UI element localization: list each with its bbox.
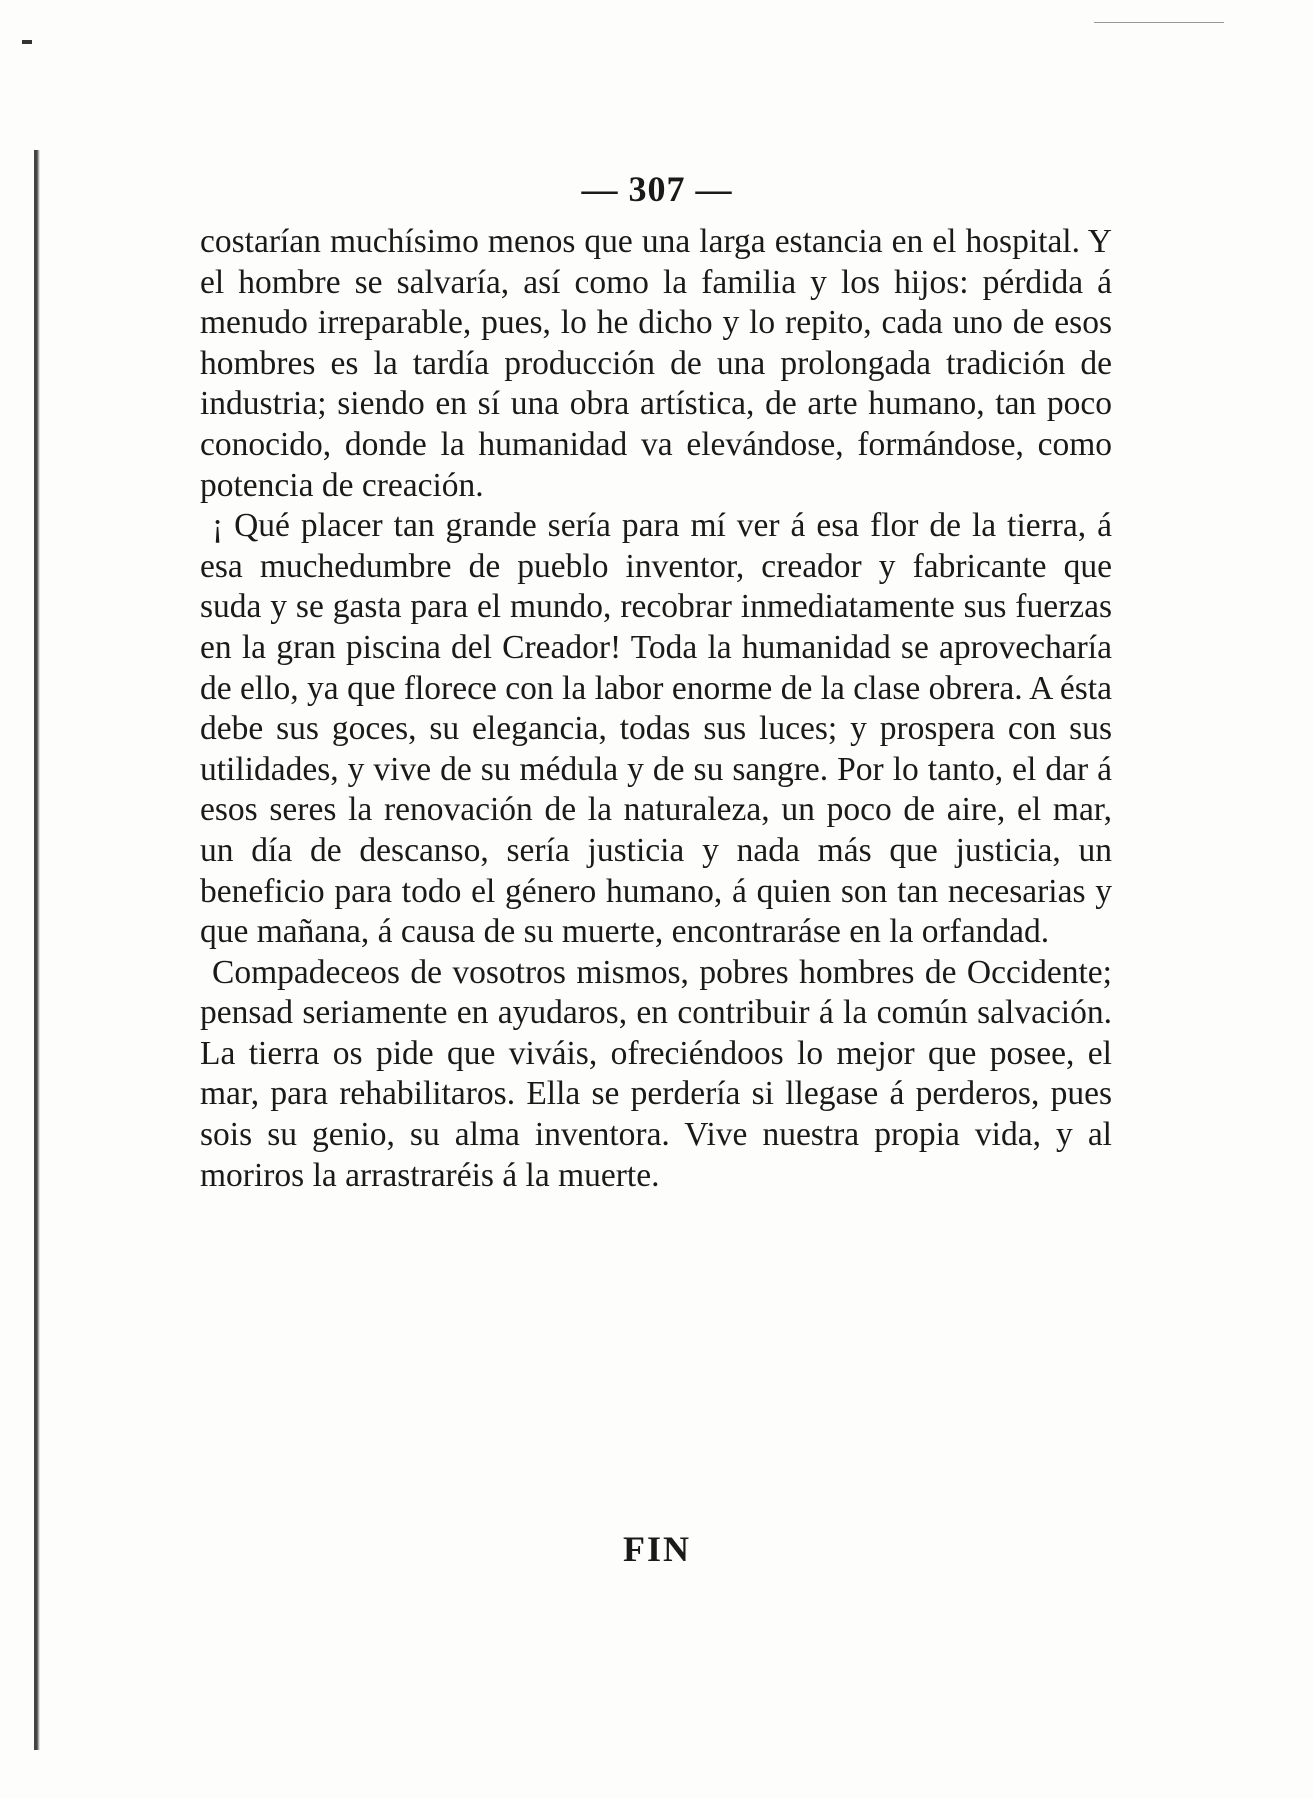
paragraph: Compadeceos de vosotros mismos, pobres hombres de Occidente; pensad seriamente en ayudaros, en contribuir á la común salvación. La tierra os pide que viváis, ofreciéndoos lo mejor que posee, el mar, para rehabilitaros. Ella se perdería si llegase á perderos, pues sois su genio, su alma inventora. Vive nuestra propia vida, y al moriros la arrastraréis á la muerte. bbox=[200, 953, 1112, 1194]
end-mark: FIN bbox=[623, 1529, 691, 1569]
binding-mark bbox=[22, 40, 32, 44]
paragraph: ¡ Qué placer tan grande sería para mí ver á esa flor de la tierra, á esa muchedumbre de pueblo inventor, creador y fabricante que suda y se gasta para el mundo, recobrar inmediatamente sus fuerzas en la gran piscina del Creador! Toda la humanidad se aprovecharía de ello, ya que florece con la labor enorme de la clase obrera. A ésta debe sus goces, su elegancia, todas sus luces; y prospera con sus utilidades, y vive de su médula y de su sangre. Por lo tanto, el dar á esos seres la renovación de la naturaleza, un poco de aire, el mar, un día de descanso, sería justicia y nada más que justicia, un beneficio para todo el género humano, á quien son tan necesarias y que mañana, á causa de su muerte, encontraráse en la orfandad. bbox=[200, 507, 1112, 951]
page-number: — 307 — bbox=[581, 169, 733, 209]
binding-edge bbox=[34, 150, 40, 1750]
corner-rule bbox=[1094, 22, 1224, 23]
body-text bbox=[200, 222, 1112, 1196]
paragraph-continuation: costarían muchísimo menos que una larga estancia en el hospital. Y el hombre se salvaría, así como la familia y los hijos: pérdida á menudo irreparable, pues, lo he dicho y lo repito, cada uno de esos hombres es la tardía producción de una prolongada tradición de industria; siendo en sí una obra artística, de arte humano, tan poco conocido, donde la humanidad va elevándose, formándose, como potencia de creación. bbox=[200, 223, 1112, 504]
